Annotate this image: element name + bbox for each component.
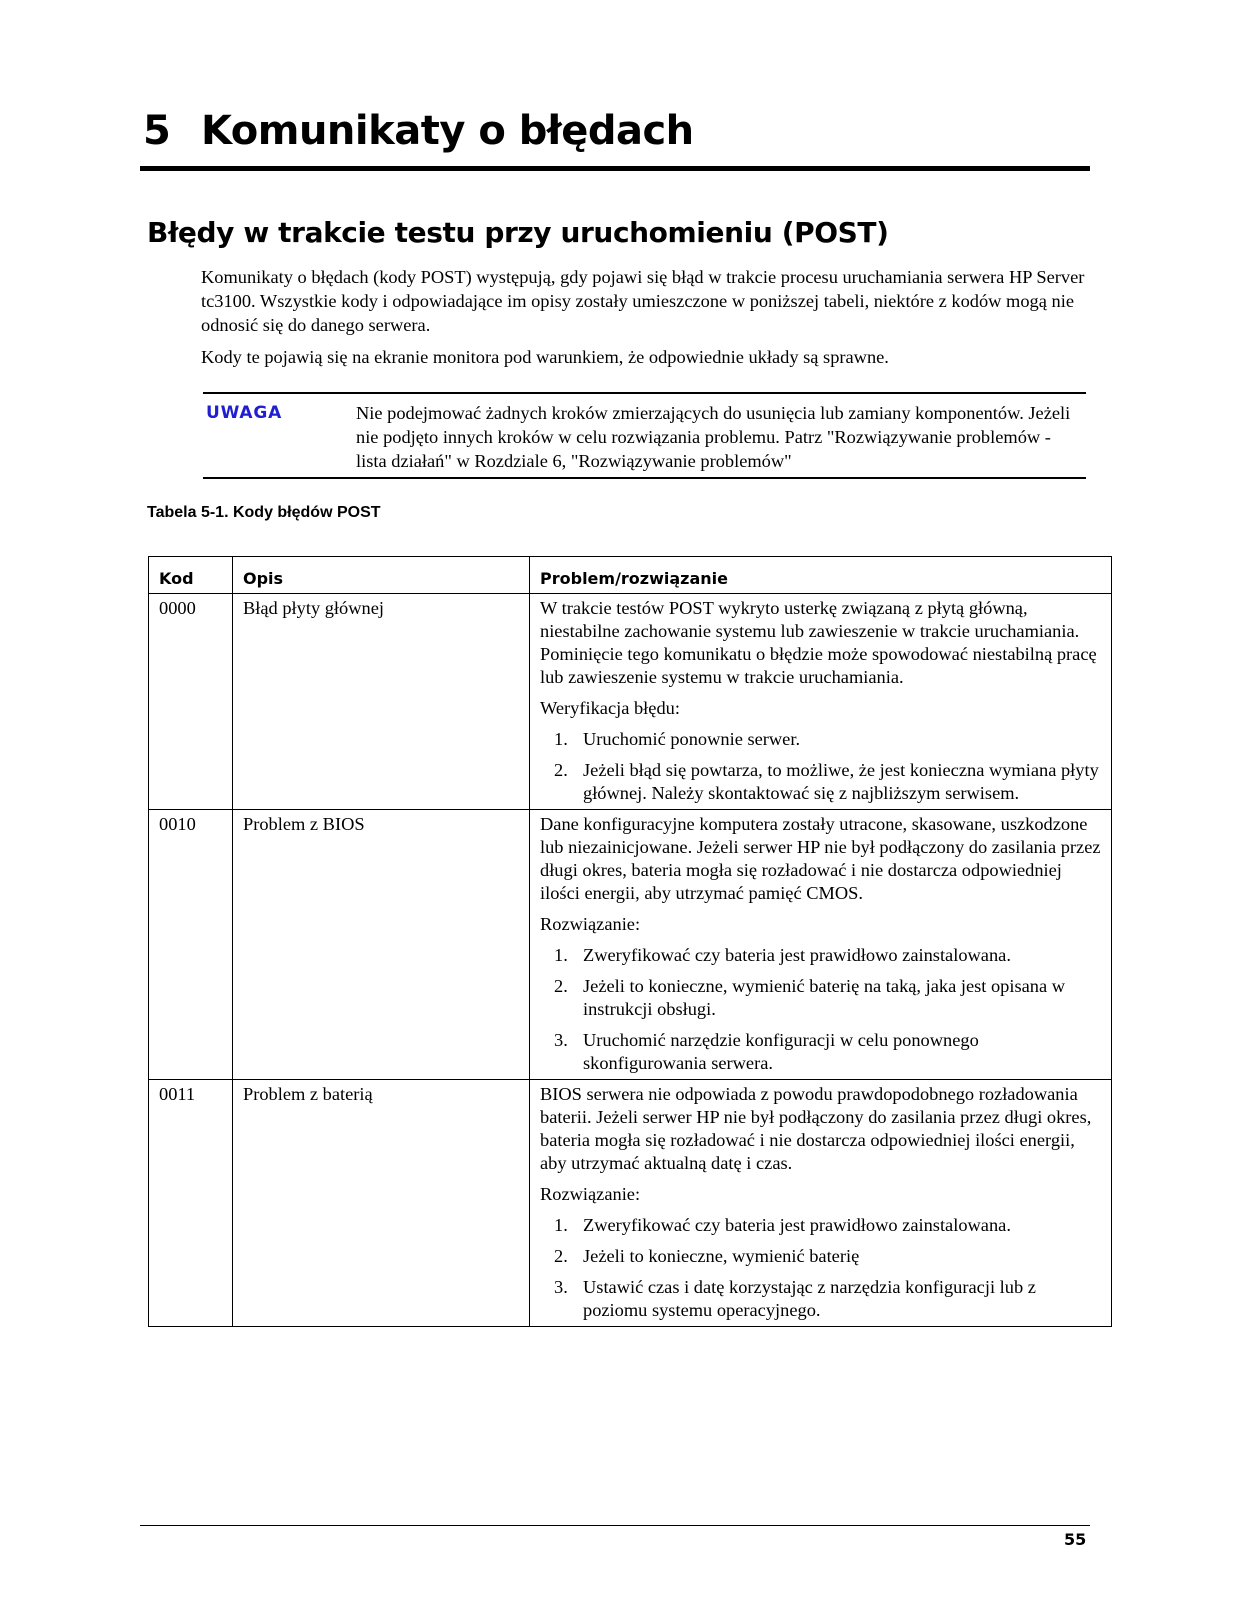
table-row	[149, 594, 1112, 810]
cell-opis: Problem z baterią	[233, 1080, 530, 1327]
step-item	[540, 944, 1101, 967]
column-header-kod: Kod	[149, 557, 233, 594]
step-text: Jeżeli to konieczne, wymienić baterię na taką, jaka jest opisana w instrukcji obsługi.	[583, 976, 1066, 1019]
cell-problem	[530, 594, 1112, 810]
step-item	[540, 1029, 1101, 1075]
intro-paragraph: Kody te pojawią się na ekranie monitora pod warunkiem, że odpowiednie układy są sprawne.	[201, 347, 889, 367]
step-list	[540, 1214, 1101, 1322]
step-number: 2.	[554, 760, 568, 780]
step-item	[540, 759, 1101, 805]
cell-problem	[530, 1080, 1112, 1327]
problem-description: Dane konfiguracyjne komputera zostały utracone, skasowane, uszkodzone lub niezainicjowane. Jeżeli serwer HP nie był podłączony do zasilania przez długi okres, bateria mogła się rozładować i nie dostarcza odpowiedniej ilości energii, aby utrzymać pamięć CMOS.	[540, 814, 1101, 903]
step-item	[540, 1276, 1101, 1322]
note-text: Nie podejmować żadnych kroków zmierzających do usunięcia lub zamiany komponentów. Jeżeli nie podjęto innych kroków w celu rozwiązania problemu. Patrz "Rozwiązywanie problemów - lista działań" w Rozdziale 6, "Rozwiązywanie problemów"	[356, 403, 1071, 471]
table-header-row	[149, 557, 1112, 594]
footer-divider	[140, 1525, 1090, 1526]
step-item	[540, 1245, 1101, 1268]
step-text: Uruchomić narzędzie konfiguracji w celu ponownego skonfigurowania serwera.	[583, 1030, 979, 1073]
table-caption: Tabela 5-1. Kody błędów POST	[147, 504, 381, 521]
section-title: Błędy w trakcie testu przy uruchomieniu (POST)	[147, 216, 889, 249]
chapter-title-text: Komunikaty o błędach	[201, 108, 694, 154]
chapter-number: 5	[143, 108, 171, 154]
problem-description: W trakcie testów POST wykryto usterkę związaną z płytą główną, niestabilne zachowanie systemu lub zawieszenie w trakcie uruchamiania. Pominięcie tego komunikatu o błędzie może spowodować niestabilną pracę lub zawieszenie systemu w trakcie uruchamiania.	[540, 598, 1097, 687]
step-number: 3.	[554, 1277, 568, 1297]
step-text: Jeżeli to konieczne, wymienić baterię	[583, 1246, 860, 1266]
step-list	[540, 728, 1101, 805]
column-header-problem: Problem/rozwiązanie	[530, 557, 1112, 594]
problem-subheading: Weryfikacja błędu:	[540, 698, 680, 718]
step-number: 1.	[554, 729, 568, 749]
problem-subheading: Rozwiązanie:	[540, 1184, 641, 1204]
step-item	[540, 728, 1101, 751]
step-number: 2.	[554, 976, 568, 996]
step-list	[540, 944, 1101, 1075]
post-codes-table	[148, 556, 1112, 1327]
table-row	[149, 810, 1112, 1080]
step-text: Jeżeli błąd się powtarza, to możliwe, że jest konieczna wymiana płyty głównej. Należy skontaktować się z najbliższym serwisem.	[583, 760, 1099, 803]
step-number: 1.	[554, 945, 568, 965]
chapter-title	[143, 108, 694, 154]
column-header-opis: Opis	[233, 557, 530, 594]
step-number: 3.	[554, 1030, 568, 1050]
cell-opis: Problem z BIOS	[233, 810, 530, 1080]
step-text: Zweryfikować czy bateria jest prawidłowo zainstalowana.	[583, 1215, 1011, 1235]
problem-subheading: Rozwiązanie:	[540, 914, 641, 934]
problem-description: BIOS serwera nie odpowiada z powodu prawdopodobnego rozładowania baterii. Jeżeli serwer HP nie był podłączony do zasilania przez długi okres, bateria mogła się rozładować i nie dostarcza odpowiedniej ilości energii, aby utrzymać aktualną datę i czas.	[540, 1084, 1092, 1173]
step-item	[540, 975, 1101, 1021]
intro-paragraph: Komunikaty o błędach (kody POST) występują, gdy pojawi się błąd w trakcie procesu uruchamiania serwera HP Server tc3100. Wszystkie kody i odpowiadające im opisy zostały umieszczone w poniższej tabeli, niektóre z kodów mogą nie odnosić się do danego serwera.	[201, 267, 1085, 335]
table-row	[149, 1080, 1112, 1327]
cell-kod: 0011	[149, 1080, 233, 1327]
step-item	[540, 1214, 1101, 1237]
cell-kod: 0010	[149, 810, 233, 1080]
cell-opis: Błąd płyty głównej	[233, 594, 530, 810]
cell-kod: 0000	[149, 594, 233, 810]
chapter-divider	[140, 166, 1090, 171]
step-number: 2.	[554, 1246, 568, 1266]
note-box	[203, 392, 1086, 479]
step-text: Ustawić czas i datę korzystając z narzędzia konfiguracji lub z poziomu systemu operacyjnego.	[583, 1277, 1036, 1320]
cell-problem	[530, 810, 1112, 1080]
step-number: 1.	[554, 1215, 568, 1235]
page-number: 55	[1064, 1530, 1087, 1549]
step-text: Uruchomić ponownie serwer.	[583, 729, 801, 749]
note-label: UWAGA	[206, 403, 283, 423]
step-text: Zweryfikować czy bateria jest prawidłowo zainstalowana.	[583, 945, 1011, 965]
